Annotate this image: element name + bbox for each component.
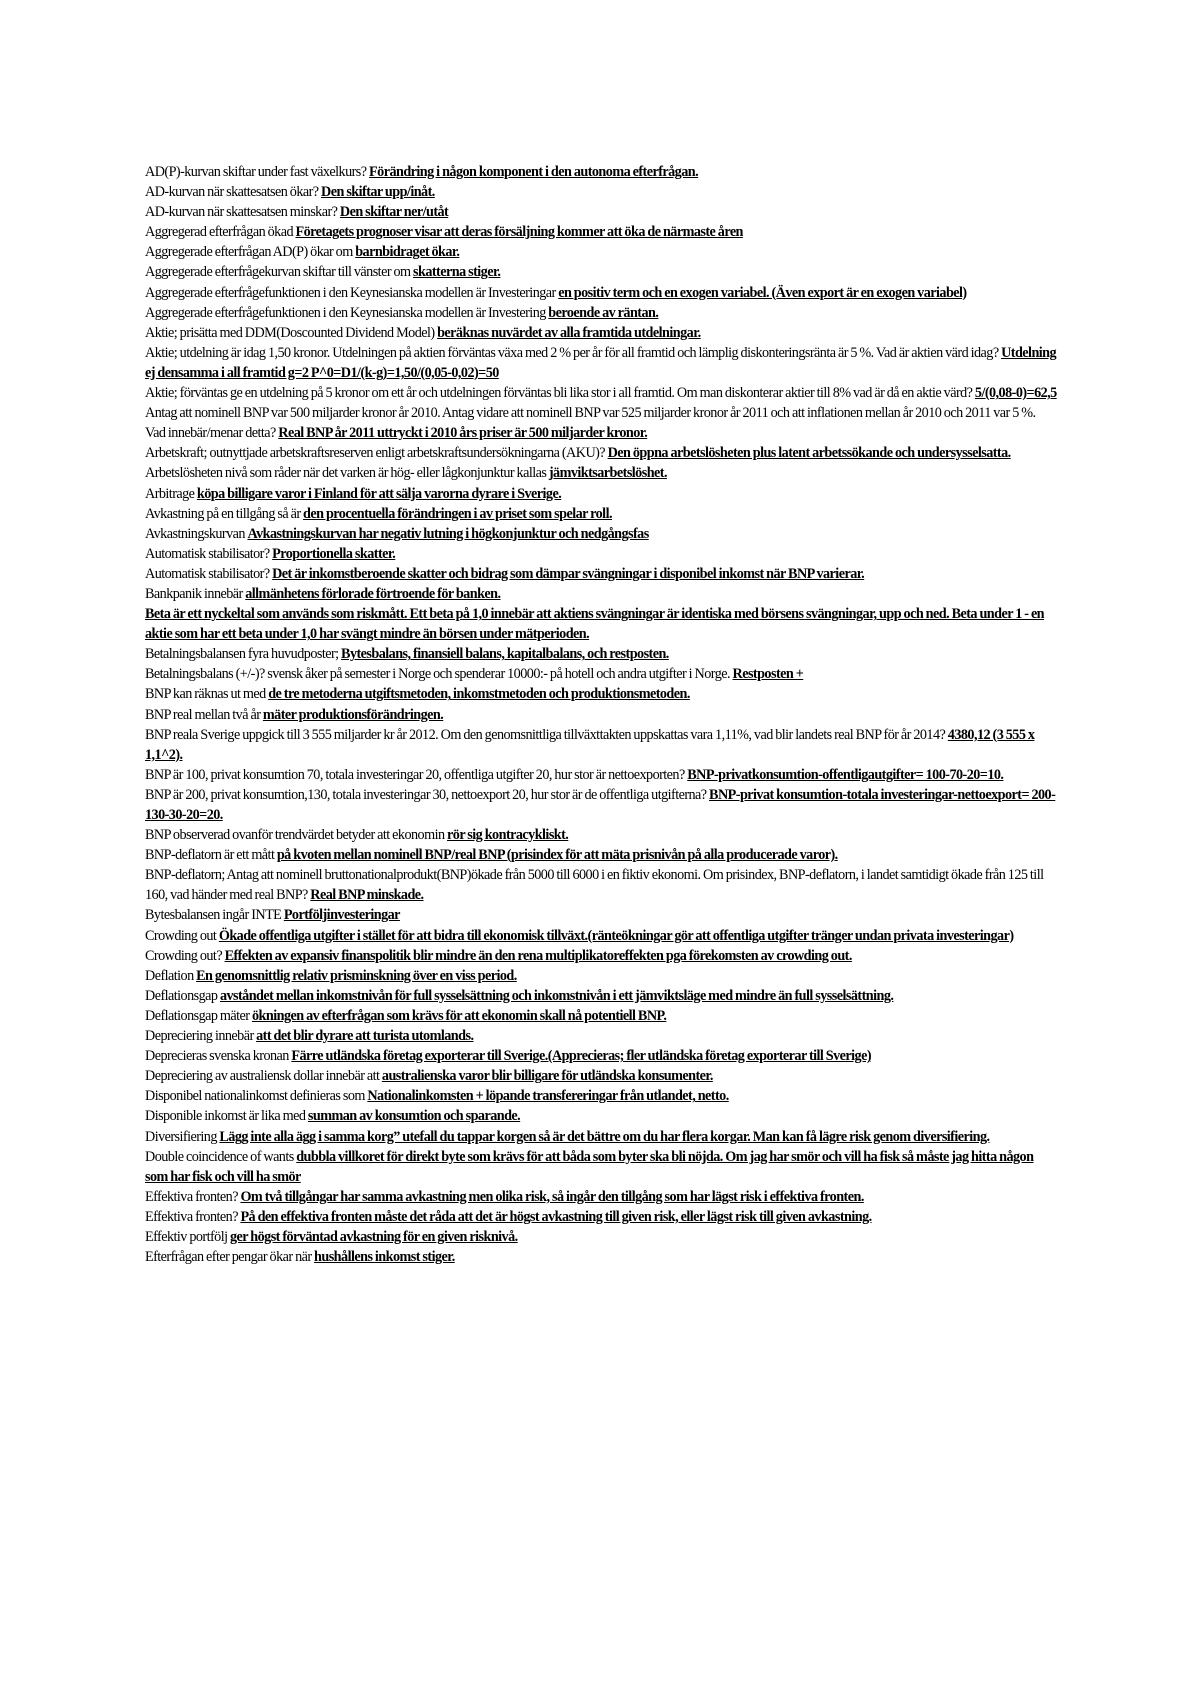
entry-answer: Nationalinkomsten + löpande transfereringar från utlandet, netto. — [367, 1088, 729, 1105]
glossary-entry — [145, 222, 1057, 242]
glossary-entry — [145, 504, 1057, 524]
glossary-entry — [145, 1247, 1057, 1267]
glossary-entry — [145, 524, 1057, 544]
entry-question: Deflationsgap mäter — [145, 1007, 252, 1024]
entry-answer: mäter produktionsförändringen. — [262, 706, 444, 723]
entry-answer: Avkastningskurvan har negativ lutning i högkonjunktur och nedgångsfas — [247, 525, 649, 542]
entry-question: Avkastning på en tillgång så är — [145, 505, 304, 522]
entry-question: BNP real mellan två år — [145, 706, 263, 723]
glossary-entry — [145, 845, 1057, 865]
entry-answer: Den skiftar ner/utåt — [339, 204, 449, 221]
glossary-entry — [145, 725, 1057, 765]
glossary-entry — [145, 383, 1057, 403]
entry-question: Depreciering av australiensk dollar innebär att — [145, 1068, 382, 1085]
entry-answer: allmänhetens förlorade förtroende för banken. — [245, 585, 501, 602]
glossary-entry — [145, 1127, 1057, 1147]
entry-question: BNP-deflatorn är ett mått — [145, 847, 277, 864]
glossary-entry — [145, 202, 1057, 222]
entry-answer: jämviktsarbetslöshet. — [548, 465, 667, 482]
entry-answer: BNP-privat konsumtion-totala investeringar-nettoexport= 200-130-30-20=20. — [145, 786, 1056, 823]
entry-answer: Den öppna arbetslösheten plus latent arbetssökande och undersysselsatta. — [607, 445, 1011, 462]
glossary-entry — [145, 162, 1057, 182]
glossary-entry — [145, 986, 1057, 1006]
glossary-entry — [145, 785, 1057, 825]
entry-question: BNP-deflatorn; Antag att nominell bruttonationalprodukt(BNP)ökade från 5000 till 6000 i en fiktiv ekonomi. Om prisindex, BNP-deflatorn, i landet samtidigt ökade från 125 till 160, vad händer med real BNP? — [145, 867, 1044, 904]
entry-answer: australienska varor blir billigare för utländska konsumenter. — [381, 1068, 713, 1085]
entry-answer: ökningen av efterfrågan som krävs för att ekonomin skall nå potentiell BNP. — [251, 1007, 667, 1024]
entry-question: Double coincidence of wants — [145, 1148, 297, 1165]
entry-question: Effektiva fronten? — [145, 1208, 241, 1225]
entry-answer: Förändring i någon komponent i den autonoma efterfrågan. — [369, 164, 699, 180]
entry-question: Betalningsbalans (+/-)? svensk åker på semester i Norge och spenderar 10000:- på hotell och andra utgifter i Norge. — [145, 666, 733, 683]
entry-question: Aktie; förväntas ge en utdelning på 5 kronor om ett år och utdelningen förväntas bli lika stor i all framtid. Om man diskonterar aktier till 8% vad är då en aktie värd? — [145, 385, 975, 402]
entry-answer: Den skiftar upp/inåt. — [321, 184, 435, 201]
entry-question: Arbitrage — [145, 485, 197, 502]
entry-question: Aggregerade efterfrågefunktionen i den Keynesianska modellen är Investering — [145, 304, 549, 321]
entry-answer: Bytesbalans, finansiell balans, kapitalbalans, och restposten. — [341, 646, 669, 663]
entry-question: BNP reala Sverige uppgick till 3 555 miljarder kr år 2012. Om den genomsnittliga tillväxttakten uppskattas vara 1,11%, vad blir landets real BNP för år 2014? — [145, 726, 948, 743]
glossary-entry — [145, 1066, 1057, 1086]
glossary-entry — [145, 564, 1057, 584]
glossary-entry — [145, 664, 1057, 684]
glossary-entry — [145, 1187, 1057, 1207]
entry-answer: Real BNP minskade. — [310, 887, 424, 904]
glossary-entry — [145, 966, 1057, 986]
entry-question: Aggregerade efterfrågan AD(P) ökar om — [145, 244, 356, 261]
entry-question: Bytesbalansen ingår INTE — [145, 907, 284, 924]
entry-question: Deflation — [145, 967, 197, 984]
entry-question: Disponibel nationalinkomst definieras som — [145, 1088, 368, 1105]
entry-question: Diversifiering — [145, 1128, 220, 1145]
entry-question: BNP observerad ovanför trendvärdet betyder att ekonomin — [145, 827, 448, 844]
entry-answer: Restposten + — [732, 666, 804, 683]
glossary-entry — [145, 262, 1057, 282]
glossary-entry — [145, 1207, 1057, 1227]
entry-question: Aggregerade efterfrågekurvan skiftar till vänster om — [145, 264, 414, 281]
glossary-entry — [145, 765, 1057, 785]
entry-question: AD-kurvan när skattesatsen minskar? — [145, 204, 340, 221]
entry-question: Disponible inkomst är lika med — [145, 1108, 308, 1125]
glossary-entry — [145, 604, 1057, 644]
entry-answer: BNP-privatkonsumtion-offentligautgifter= 100-70-20=10. — [687, 766, 1004, 783]
entry-answer: 4380,12 (3 555 x 1,1^2). — [145, 726, 1035, 763]
glossary-entry — [145, 865, 1057, 905]
entry-question: Bankpanik innebär — [145, 585, 246, 602]
entry-question: BNP är 100, privat konsumtion 70, totala investeringar 20, offentliga utgifter 20, hur stor är nettoexporten? — [145, 766, 688, 783]
glossary-entry — [145, 303, 1057, 323]
entry-answer: Portföljinvesteringar — [283, 907, 400, 924]
entry-question: Deflationsgap — [145, 987, 220, 1004]
glossary-entry — [145, 403, 1057, 443]
entry-question: Crowding out? — [145, 947, 225, 964]
glossary-entry — [145, 705, 1057, 725]
glossary-entry — [145, 825, 1057, 845]
entry-question: Depreciering innebär — [145, 1028, 257, 1045]
entry-answer: beräknas nuvärdet av alla framtida utdelningar. — [437, 324, 701, 341]
glossary-entry — [145, 343, 1057, 383]
glossary-entry — [145, 1006, 1057, 1026]
entry-question: Aktie; prisätta med DDM(Doscounted Dividend Model) — [145, 324, 438, 341]
entry-answer: En genomsnittlig relativ prisminskning över en viss period. — [196, 967, 517, 984]
entry-question: Aktie; utdelning är idag 1,50 kronor. Utdelningen på aktien förväntas växa med 2 % per år för all framtid och lämplig diskonteringsränta är 5 %. Vad är aktien värd idag? — [145, 344, 1002, 361]
entry-question: Aggregerade efterfrågefunktionen i den Keynesianska modellen är Investeringar — [145, 284, 559, 301]
entry-answer: avståndet mellan inkomstnivån för full sysselsättning och inkomstnivån i ett jämviktsläge med mindre än full sysselsättning. — [219, 987, 894, 1004]
glossary-entry — [145, 584, 1057, 604]
glossary-entry — [145, 242, 1057, 262]
entry-answer: Lägg inte alla ägg i samma korg” utefall du tappar korgen så är det bättre om du har flera korgar. Man kan få lägre risk genom diversifiering. — [219, 1128, 990, 1145]
entry-answer: Färre utländska företag exporterar till Sverige.(Apprecieras; fler utländska företag exporterar till Sverige) — [291, 1048, 872, 1065]
entry-answer: barnbidraget ökar. — [355, 244, 460, 261]
glossary-text-block — [145, 162, 1057, 1267]
glossary-entry — [145, 1086, 1057, 1106]
entry-question: Effektiv portfölj — [145, 1228, 230, 1245]
entry-question: BNP kan räknas ut med — [145, 686, 269, 703]
entry-question: Efterfrågan efter pengar ökar när — [145, 1249, 315, 1266]
glossary-entry — [145, 1147, 1057, 1187]
entry-answer: köpa billigare varor i Finland för att sälja varorna dyrare i Sverige. — [196, 485, 562, 502]
entry-answer: Beta är ett nyckeltal som används som riskmått. Ett beta på 1,0 innebär att aktiens svängningar är identiska med börsens svängningar, upp och ned. Beta under 1 - en aktie som har ett beta under 1,0 har svängt mindre än börsen under mätperioden. — [145, 606, 1045, 643]
entry-question: AD(P)-kurvan skiftar under fast växelkurs? — [145, 164, 370, 180]
glossary-entry — [145, 1026, 1057, 1046]
entry-question: Arbetslösheten nivå som råder när det varken är hög- eller lågkonjunktur kallas — [145, 465, 549, 482]
entry-question: Avkastningskurvan — [145, 525, 248, 542]
glossary-entry — [145, 182, 1057, 202]
entry-answer: hushållens inkomst stiger. — [314, 1249, 455, 1266]
entry-answer: På den effektiva fronten måste det råda att det är högst avkastning till given risk, eller lägst risk till given avkastning. — [240, 1208, 872, 1225]
entry-answer: skatterna stiger. — [413, 264, 501, 281]
entry-question: Crowding out — [145, 927, 219, 944]
entry-answer: på kvoten mellan nominell BNP/real BNP (prisindex för att mäta prisnivån på alla producerade varor). — [276, 847, 838, 864]
glossary-entry — [145, 946, 1057, 966]
entry-answer: en positiv term och en exogen variabel. (Även export är en exogen variabel) — [558, 284, 967, 301]
glossary-entry — [145, 484, 1057, 504]
entry-answer: rör sig kontracykliskt. — [447, 827, 569, 844]
entry-answer: Proportionella skatter. — [272, 545, 396, 562]
glossary-entry — [145, 283, 1057, 303]
glossary-entry — [145, 544, 1057, 564]
entry-answer: 5/(0,08-0)=62,5 — [974, 385, 1057, 402]
glossary-entry — [145, 926, 1057, 946]
glossary-entry — [145, 443, 1057, 463]
entry-answer: summan av konsumtion och sparande. — [307, 1108, 521, 1125]
entry-question: BNP är 200, privat konsumtion,130, totala investeringar 30, nettoexport 20, hur stor är de offentliga utgifterna? — [145, 786, 710, 803]
glossary-entry — [145, 1227, 1057, 1247]
entry-question: Automatisk stabilisator? — [145, 545, 273, 562]
entry-question: Deprecieras svenska kronan — [145, 1048, 292, 1065]
entry-answer: att det blir dyrare att turista utomlands. — [256, 1028, 474, 1045]
entry-question: Antag att nominell BNP var 500 miljarder kronor år 2010. Antag vidare att nominell BNP var 525 miljarder kronor år 2011 och att inflationen mellan år 2010 och 2011 var 5 %. Vad innebär/menar detta? — [145, 405, 1036, 442]
entry-question: Effektiva fronten? — [145, 1188, 241, 1205]
entry-answer: Utdelning ej densamma i all framtid g=2 P^0=D1/(k-g)=1,50/(0,05-0,02)=50 — [145, 344, 1057, 381]
entry-answer: Det är inkomstberoende skatter och bidrag som dämpar svängningar i disponibel inkomst när BNP varierar. — [272, 565, 865, 582]
entry-answer: ger högst förväntad avkastning för en given risknivå. — [229, 1228, 518, 1245]
entry-answer: Företagets prognoser visar att deras försäljning kommer att öka de närmaste åren — [295, 224, 743, 241]
glossary-entry — [145, 1106, 1057, 1126]
entry-answer: Effekten av expansiv finanspolitik blir mindre än den rena multiplikatoreffekten pga förekomsten av crowding out. — [224, 947, 852, 964]
entry-answer: Ökade offentliga utgifter i stället för att bidra till ekonomisk tillväxt.(ränteökningar gör att offentliga utgifter tränger undan privata investeringar) — [218, 927, 1014, 944]
entry-answer: Om två tillgångar har samma avkastning men olika risk, så ingår den tillgång som har lägst risk i effektiva fronten. — [240, 1188, 864, 1205]
entry-answer: dubbla villkoret för direkt byte som krävs för att båda som byter ska bli nöjda. Om jag har smör och vill ha fisk så måste jag hitta någon som har fisk och vill ha smör — [145, 1148, 1034, 1185]
entry-answer: beroende av räntan. — [548, 304, 659, 321]
entry-question: Aggregerad efterfrågan ökad — [145, 224, 296, 241]
entry-question: Betalningsbalansen fyra huvudposter; — [145, 646, 342, 663]
entry-answer: Real BNP år 2011 uttryckt i 2010 års priser är 500 miljarder kronor. — [278, 425, 648, 442]
entry-answer: de tre metoderna utgiftsmetoden, inkomstmetoden och produktionsmetoden. — [268, 686, 690, 703]
glossary-entry — [145, 905, 1057, 925]
glossary-entry — [145, 1046, 1057, 1066]
glossary-entry — [145, 644, 1057, 664]
glossary-entry — [145, 323, 1057, 343]
glossary-entry — [145, 684, 1057, 704]
glossary-entry — [145, 463, 1057, 483]
entry-question: Automatisk stabilisator? — [145, 565, 273, 582]
entry-answer: den procentuella förändringen i av priset som spelar roll. — [303, 505, 612, 522]
entry-question: Arbetskraft; outnyttjade arbetskraftsreserven enligt arbetskraftsundersökningarna (AKU)? — [145, 445, 608, 462]
entry-question: AD-kurvan när skattesatsen ökar? — [145, 184, 322, 201]
